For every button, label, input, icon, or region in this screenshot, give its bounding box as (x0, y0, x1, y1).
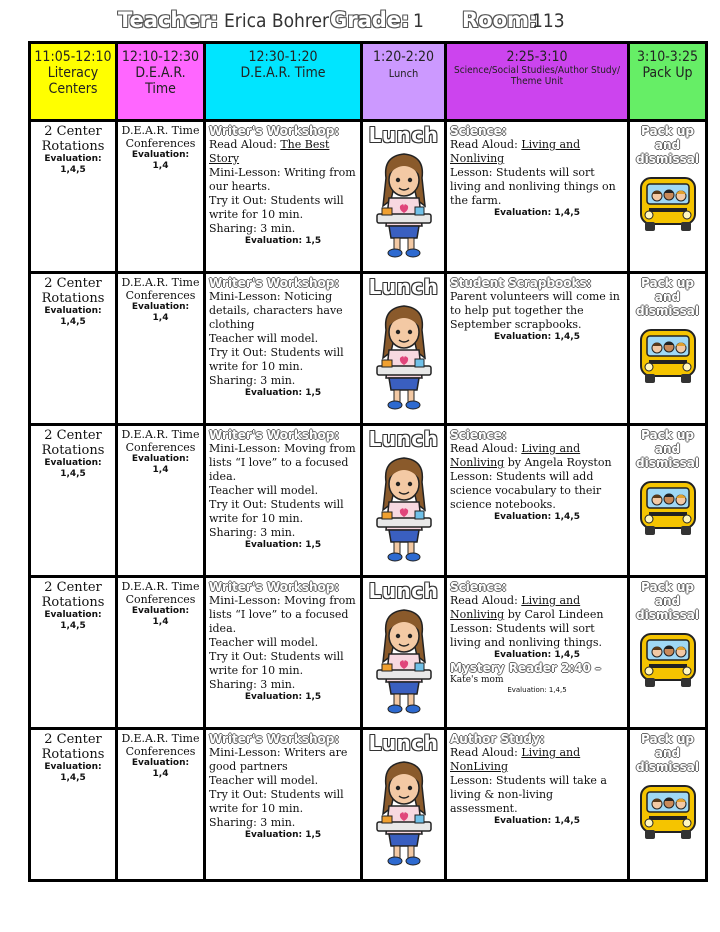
ww-read-title: The Best Story (209, 138, 330, 165)
rotations-eval: 1,4,5 (60, 317, 86, 327)
rotations-eval-label: Evaluation: (44, 306, 102, 316)
school-bus-icon (637, 324, 699, 386)
sci-lesson: Lesson: Students will sort living and nonliving things. (450, 622, 603, 649)
dear-eval-label: Evaluation: (131, 454, 190, 464)
rotations-eval-label: Evaluation: (44, 154, 102, 164)
pack-up-cell (629, 121, 707, 273)
grade-value: 1 (413, 10, 424, 32)
column-header (446, 43, 629, 121)
pack-up-cell (629, 577, 707, 729)
school-bus-icon (637, 780, 699, 842)
column-name: D.E.A.R. Time (240, 65, 326, 81)
rotations-text: 2 Center Rotations (41, 276, 105, 306)
school-bus-icon (637, 476, 699, 538)
ww-sharing: Sharing: 3 min. (209, 374, 296, 387)
schedule-table (28, 41, 708, 882)
sci-read-title: Living and Nonliving (450, 442, 581, 469)
lunch-label: Lunch (368, 427, 439, 451)
dear-eval-label: Evaluation: (131, 302, 190, 312)
ww-model: Teacher will model. (209, 332, 319, 345)
sci-read-aloud (450, 594, 624, 622)
ww-try-it-out: Try it Out: Students will write for 10 min. (209, 650, 344, 677)
sci-evaluation: Evaluation: 1,4,5 (494, 650, 580, 660)
lunch-girl-icon (373, 756, 435, 868)
science-cell (446, 729, 629, 881)
ww-evaluation: Evaluation: 1,5 (244, 692, 322, 702)
center-rotations-cell (30, 273, 117, 425)
sci-read-aloud (450, 746, 624, 774)
dear-cell (117, 729, 205, 881)
column-name: Lunch (388, 67, 419, 80)
rotations-text: 2 Center Rotations (41, 580, 105, 610)
lunch-girl-icon (373, 148, 435, 260)
lunch-girl-icon (373, 300, 435, 412)
sci-evaluation: Evaluation: 1,4,5 (494, 816, 580, 826)
ww-try-it-out: Try it Out: Students will write for 10 min. (209, 194, 344, 221)
writers-workshop-cell (205, 577, 362, 729)
sci-evaluation: Evaluation: 1,4,5 (494, 332, 580, 342)
sci-title: Science: (450, 124, 507, 138)
mystery-reader-eval: Evaluation: 1,4,5 (507, 686, 567, 694)
sci-read-title: Living and Nonliving (450, 138, 581, 165)
schedule-row (30, 425, 707, 577)
sci-title: Author Study: (450, 732, 545, 746)
writers-workshop-cell (205, 273, 362, 425)
pack-up-text: Pack up and dismissal (636, 580, 699, 622)
ww-read-aloud (209, 138, 357, 166)
column-name: Pack Up (642, 65, 693, 81)
sci-read-title: Living and NonLiving (450, 746, 581, 773)
rotations-text: 2 Center Rotations (41, 732, 105, 762)
writers-workshop-cell (205, 425, 362, 577)
rotations-eval-label: Evaluation: (44, 762, 102, 772)
pack-up-cell (629, 273, 707, 425)
sci-read-by: by Carol Lindeen (507, 608, 604, 621)
ww-evaluation: Evaluation: 1,5 (244, 236, 322, 246)
teacher-label: Teacher: (118, 8, 219, 32)
dear-eval-label: Evaluation: (131, 150, 190, 160)
dear-eval: 1,4 (152, 313, 169, 323)
lunch-girl-icon (373, 604, 435, 716)
ww-title: Writer's Workshop: (209, 124, 340, 138)
column-name: Literacy Centers (47, 65, 99, 97)
science-cell (446, 425, 629, 577)
column-name: Science/Social Studies/Author Study/ Theme Unit (453, 65, 620, 87)
lunch-label: Lunch (368, 731, 439, 755)
center-rotations-cell (30, 425, 117, 577)
dear-cell (117, 121, 205, 273)
room-label: Room: (462, 8, 538, 32)
ww-mini-lesson: Mini-Lesson: Moving from lists “I love” to a focused idea. (209, 594, 356, 635)
lunch-label: Lunch (368, 123, 439, 147)
column-header (362, 43, 446, 121)
ww-sharing: Sharing: 3 min. (209, 678, 296, 691)
dear-text: D.E.A.R. Time Conferences (121, 580, 200, 606)
column-time: 3:10-3:25 (636, 49, 699, 65)
lunch-cell (362, 121, 446, 273)
dear-text: D.E.A.R. Time Conferences (121, 276, 200, 302)
science-cell (446, 273, 629, 425)
rotations-eval-label: Evaluation: (44, 610, 102, 620)
ww-try-it-out: Try it Out: Students will write for 10 min. (209, 788, 344, 815)
sci-title: Student Scrapbooks: (450, 276, 592, 290)
sci-read-label: Read Aloud: (450, 746, 518, 759)
lunch-cell (362, 425, 446, 577)
ww-try-it-out: Try it Out: Students will write for 10 min. (209, 346, 344, 373)
sci-title: Science: (450, 428, 507, 442)
science-cell (446, 577, 629, 729)
ww-evaluation: Evaluation: 1,5 (244, 830, 322, 840)
pack-up-text: Pack up and dismissal (636, 276, 699, 318)
pack-up-cell (629, 729, 707, 881)
sci-evaluation: Evaluation: 1,4,5 (494, 512, 580, 522)
column-header (629, 43, 707, 121)
science-cell (446, 121, 629, 273)
teacher-name: Erica Bohrer (224, 10, 330, 32)
room-value: 113 (532, 10, 565, 32)
pack-up-text: Pack up and dismissal (636, 428, 699, 470)
ww-title: Writer's Workshop: (209, 732, 340, 746)
schedule-row (30, 121, 707, 273)
ww-mini-lesson: Mini-Lesson: Writing from our hearts. (209, 166, 356, 193)
dear-eval: 1,4 (152, 769, 169, 779)
column-time: 12:30-1:20 (248, 49, 318, 65)
column-time: 11:05-12:10 (34, 49, 112, 65)
sci-read-label: Read Aloud: (450, 442, 518, 455)
column-header (30, 43, 117, 121)
ww-try-it-out: Try it Out: Students will write for 10 min. (209, 498, 344, 525)
column-time: 12:10-12:30 (121, 49, 200, 65)
sci-lesson: Lesson: Students will add science vocabulary to their science notebooks. (450, 470, 602, 511)
sci-title: Science: (450, 580, 507, 594)
column-header (205, 43, 362, 121)
schedule-row (30, 577, 707, 729)
schedule-row (30, 729, 707, 881)
dear-text: D.E.A.R. Time Conferences (121, 732, 200, 758)
ww-title: Writer's Workshop: (209, 428, 340, 442)
grade-label: Grade: (330, 8, 410, 32)
column-header (117, 43, 205, 121)
header-row (30, 43, 707, 121)
ww-read-label: Read Aloud: (209, 138, 277, 151)
dear-eval: 1,4 (152, 465, 169, 475)
dear-eval: 1,4 (152, 617, 169, 627)
center-rotations-cell (30, 121, 117, 273)
lunch-girl-icon (373, 452, 435, 564)
dear-cell (117, 577, 205, 729)
rotations-eval: 1,4,5 (60, 773, 86, 783)
sci-read-label: Read Aloud: (450, 594, 518, 607)
sci-lesson: Parent volunteers will come in to help put together the September scrapbooks. (450, 290, 620, 331)
dear-eval-label: Evaluation: (131, 758, 190, 768)
sci-lesson: Lesson: Students will take a living & non-living assessment. (450, 774, 607, 815)
writers-workshop-cell (205, 729, 362, 881)
sci-evaluation: Evaluation: 1,4,5 (494, 208, 580, 218)
dear-text: D.E.A.R. Time Conferences (121, 428, 200, 454)
sci-read-by: by Angela Royston (507, 456, 612, 469)
rotations-eval: 1,4,5 (60, 469, 86, 479)
column-name: D.E.A.R. Time (135, 65, 186, 97)
ww-title: Writer's Workshop: (209, 580, 340, 594)
sci-read-label: Read Aloud: (450, 138, 518, 151)
center-rotations-cell (30, 729, 117, 881)
school-bus-icon (637, 172, 699, 234)
pack-up-text: Pack up and dismissal (636, 732, 699, 774)
ww-sharing: Sharing: 3 min. (209, 526, 296, 539)
sci-read-aloud (450, 138, 624, 166)
ww-evaluation: Evaluation: 1,5 (244, 540, 322, 550)
schedule-row (30, 273, 707, 425)
mystery-reader-title: Mystery Reader 2:40 – (450, 661, 602, 675)
dear-cell (117, 273, 205, 425)
rotations-eval: 1,4,5 (60, 165, 86, 175)
column-time: 2:25-3:10 (506, 49, 568, 65)
lunch-label: Lunch (368, 579, 439, 603)
ww-title: Writer's Workshop: (209, 276, 340, 290)
sci-lesson: Lesson: Students will sort living and nonliving things on the farm. (450, 166, 616, 207)
rotations-text: 2 Center Rotations (41, 428, 105, 458)
lunch-label: Lunch (368, 275, 439, 299)
ww-sharing: Sharing: 3 min. (209, 816, 296, 829)
sci-read-aloud (450, 442, 624, 470)
lunch-cell (362, 273, 446, 425)
ww-evaluation: Evaluation: 1,5 (244, 388, 322, 398)
lunch-cell (362, 729, 446, 881)
writers-workshop-cell (205, 121, 362, 273)
rotations-eval-label: Evaluation: (44, 458, 102, 468)
pack-up-text: Pack up and dismissal (636, 124, 699, 166)
ww-mini-lesson: Mini-Lesson: Writers are good partners (209, 746, 348, 773)
schedule-title-bar (0, 0, 720, 42)
dear-cell (117, 425, 205, 577)
column-time: 1:20-2:20 (372, 49, 435, 65)
mystery-reader-sub: Kate's mom (450, 675, 504, 685)
ww-model: Teacher will model. (209, 484, 319, 497)
ww-model: Teacher will model. (209, 636, 319, 649)
school-bus-icon (637, 628, 699, 690)
ww-mini-lesson: Mini-Lesson: Moving from lists “I love” to a focused idea. (209, 442, 356, 483)
lunch-cell (362, 577, 446, 729)
ww-model: Teacher will model. (209, 774, 319, 787)
dear-eval-label: Evaluation: (131, 606, 190, 616)
dear-text: D.E.A.R. Time Conferences (121, 124, 200, 150)
rotations-eval: 1,4,5 (60, 621, 86, 631)
center-rotations-cell (30, 577, 117, 729)
pack-up-cell (629, 425, 707, 577)
ww-mini-lesson: Mini-Lesson: Noticing details, characters have clothing (209, 290, 343, 331)
ww-sharing: Sharing: 3 min. (209, 222, 296, 235)
rotations-text: 2 Center Rotations (41, 124, 105, 154)
dear-eval: 1,4 (152, 161, 169, 171)
sci-read-title: Living and Nonliving (450, 594, 581, 621)
